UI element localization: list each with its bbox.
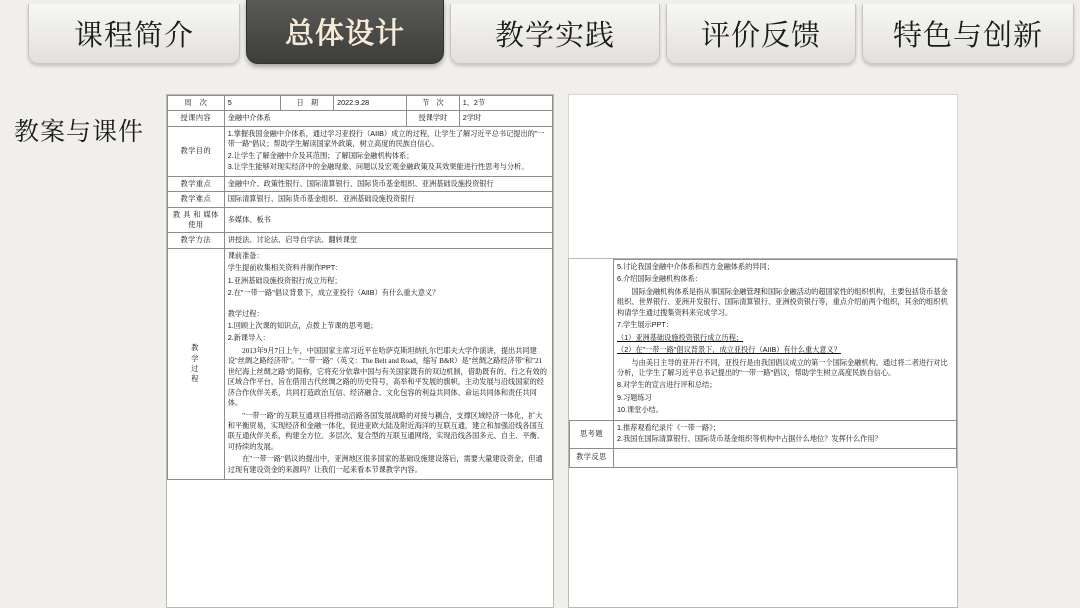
process-label-char: 教 — [191, 343, 201, 353]
cell-reflection-value — [614, 448, 957, 467]
cell-process-body — [224, 248, 552, 479]
process-line: 5.讨论我国金融中介体系和西方金融体系的异同； — [617, 262, 774, 271]
prepare-title: 课前准备： — [227, 250, 264, 260]
media-label-line1: 教 具 和 — [172, 209, 201, 219]
process-label-char: 程 — [191, 374, 201, 384]
lesson-plan-table — [167, 95, 553, 480]
prepare-line: 学生提前收集相关资料并制作PPT： — [227, 263, 343, 273]
question-line: 2.我国在国际清算银行、国际货币基金组织等机构中占据什么地位？发挥什么作用？ — [617, 434, 882, 444]
cell-objectives-value — [224, 126, 552, 176]
process-line: 8.对学生的宣言进行评和总结； — [617, 380, 717, 390]
lesson-plan-page-1[interactable] — [166, 94, 554, 608]
tab-course-intro[interactable] — [28, 4, 240, 64]
section-caption: 教案与课件 — [14, 118, 145, 146]
tab-overall-design[interactable] — [246, 0, 444, 64]
cell-hours-label: 授课学时 — [407, 111, 460, 126]
table-row — [168, 176, 553, 191]
process-line: 9.习题练习 — [617, 392, 652, 402]
process-label-char: 过 — [191, 363, 201, 373]
table-row — [168, 111, 553, 126]
question-line: 1.推荐观看纪录片《一带一路》； — [617, 422, 721, 432]
process-line: 10.课堂小结。 — [617, 405, 663, 415]
objective-line: 2.让学生了解金融中介及其范围；了解国际金融机构体系； — [227, 150, 414, 160]
objective-line: 1.掌握我国金融中介体系，通过学习亚投行（AIIB）成立的过程，让学生了解习近平总书记提出的"一带一路"倡议；帮助学生解读国家外政策，树立高度的民族自信心。 — [227, 128, 545, 149]
table-row — [168, 233, 553, 248]
cell-period-value: 1、2节 — [459, 96, 552, 111]
cell-week-value: 5 — [224, 96, 281, 111]
table-row — [168, 248, 553, 479]
prepare-line: 1.亚洲基础设施投资银行成立历程； — [227, 275, 342, 285]
process-line: 2.新课导入： — [227, 333, 270, 343]
prepare-line: 2.在"一带一路"倡议背景下，成立亚投行（AIIB）有什么重大意义？ — [227, 288, 440, 298]
process-line: 6.介绍国际金融机构体系： — [617, 274, 703, 284]
lesson-plan-page-2[interactable] — [568, 258, 958, 608]
cell-date-value: 2022.9.28 — [334, 96, 407, 111]
tab-evaluation-feedback[interactable] — [666, 4, 856, 64]
media-label-line2: 媒体使用 — [188, 209, 219, 229]
cell-media-label — [168, 207, 225, 233]
process-line: 国际金融机构体系是指从事国际金融管理和国际金融活动的超国家性的组织机构，主要包括货币基金组织、世界银行、亚洲开发银行、国际清算银行、亚洲投资银行等，重点介绍前两个组织，其余的组织机构请学生通过搜集资料来完成学习。 — [617, 286, 948, 317]
cell-process-label — [168, 248, 225, 479]
cell-content-label: 授课内容 — [168, 111, 225, 126]
table-row — [168, 207, 553, 233]
cell-difficulty-value: 国际清算银行、国际货币基金组织、亚洲基础设施投资银行 — [224, 192, 552, 207]
cell-focus-value: 金融中介、政策性银行、国际清算银行、国际货币基金组织、亚洲基础设施投资银行 — [224, 176, 552, 191]
table-row — [570, 420, 957, 448]
process-line: 1.回顾上次课的知识点，点拨上节课的思考题； — [227, 321, 378, 330]
cell-focus-label: 教学重点 — [168, 176, 225, 191]
process-title: 教学过程： — [227, 308, 264, 318]
tab-bar — [0, 0, 1080, 68]
tab-teaching-practice[interactable] — [450, 4, 660, 64]
tab-label: 特色与创新 — [892, 20, 1043, 52]
cell-objectives-label: 教学目的 — [168, 126, 225, 176]
table-row — [168, 126, 553, 176]
cell-method-label: 教学方法 — [168, 233, 225, 248]
cell-date-label: 日 期 — [281, 96, 334, 111]
cell-period-label: 节 次 — [407, 96, 460, 111]
tab-label: 课程简介 — [73, 20, 194, 52]
lesson-plan-table-continued — [569, 259, 957, 468]
table-row — [168, 192, 553, 207]
tab-features-innovation[interactable] — [862, 4, 1074, 64]
process-line: 7.学生展示PPT： — [617, 320, 673, 330]
cell-content-value: 金融中介体系 — [224, 111, 406, 126]
process-line: （1）亚洲基础设施投资银行成立历程； — [617, 332, 744, 342]
cell-question-value — [614, 420, 957, 448]
table-row — [570, 260, 957, 421]
cell-method-value: 讲授法、讨论法、启导自学法、翻转课堂 — [224, 233, 552, 248]
table-row — [168, 96, 553, 111]
cell-hours-value: 2学时 — [459, 111, 552, 126]
tab-label: 总体设计 — [284, 18, 405, 50]
process-line: "一带一路"的互联互通项目将推动沿路各国发展战略的对接与耦合，支撑区域经济一体化，扩大和平衡贸易，实现经济和金融一体化，促进亚欧大陆及附近海洋的互联互通，建立和加强沿线各国互联互通伙伴关系，构建全方位、多层次、复合型的互联互通网络，实现沿线各国多元、自主、平衡、可持续的发展。 — [227, 411, 544, 451]
cell-reflection-label: 教学反思 — [570, 448, 614, 467]
cell-media-value: 多媒体、板书 — [224, 207, 552, 233]
cell-process-continued — [614, 260, 957, 421]
process-line: 在"一带一路"倡议的提出中，亚洲地区很多国家的基础设施建设落后，需要大量建设资金，但通过现有建设资金的来源吗？让我们一起来看本节课教学内容。 — [227, 455, 543, 474]
process-line: 与由美日主导的亚开行不同，亚投行是由我国倡议成立的第一个国际金融机构，通过将二者进行对比分析，让学生了解习近平总书记提出的"一带一路"倡议，帮助学生树立高度民族自信心。 — [617, 357, 948, 377]
process-label-char: 学 — [191, 353, 201, 363]
cell-difficulty-label: 教学难点 — [168, 192, 225, 207]
objective-line: 3.让学生能够对现实经济中的金融现象、问题以及宏观金融政策及其效果能进行性思考与分析。 — [227, 162, 529, 172]
cell-week-label: 周 次 — [168, 96, 225, 111]
table-row — [570, 448, 957, 467]
process-line: 2013年9月7日上午，中国国家主席习近平在哈萨克斯坦纳扎尔巴耶夫大学作演讲，提出共同建设"丝绸之路经济带"。"一带一路"（英文：The Belt and Road，缩写 B&R）是"丝绸之路经济带"和"21世纪海上丝绸之路"的简称，它将充分依靠中国与有关国家既有的双边机制，借助既有的、行之有效的区域合作平台，旨在借用古代丝绸之路的历史符号，高举和平发展的旗帜，主动发展与沿线国家的经济合作伙伴关系，共同打造政治互信、经济融合、文化包容的利益共同体、命运共同体和责任共同体。 — [227, 346, 547, 408]
tab-label: 教学实践 — [494, 20, 615, 52]
cell-question-label: 思考题 — [570, 420, 614, 448]
process-line: （2）在"一带一路"倡议背景下，成立亚投行（AIIB）有什么重大意义？ — [617, 345, 841, 355]
tab-label: 评价反馈 — [700, 20, 821, 52]
